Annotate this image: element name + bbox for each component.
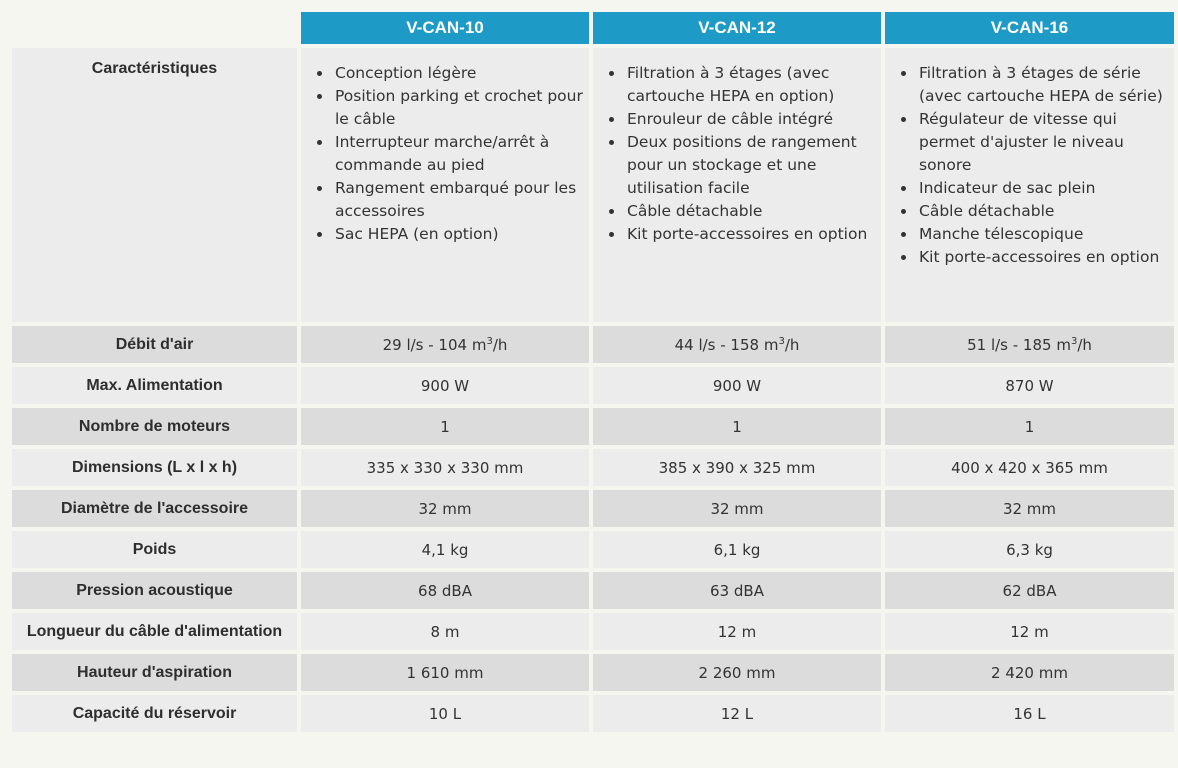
- row-label: Max. Alimentation: [12, 367, 297, 404]
- features-cell-v-can-12: [593, 48, 881, 322]
- feature-item: • Manche télescopique: [917, 223, 1168, 246]
- row-label-airflow: Débit d'air: [12, 326, 297, 363]
- spec-row: [12, 449, 1174, 486]
- spec-rows: [12, 367, 1174, 732]
- spec-value: 1: [593, 408, 881, 445]
- model-header-v-can-16: V-CAN-16: [885, 12, 1174, 44]
- spec-row: [12, 572, 1174, 609]
- spec-value: 900 W: [301, 367, 589, 404]
- spec-value: 870 W: [885, 367, 1174, 404]
- feature-list: [891, 62, 1168, 269]
- row-label-features: Caractéristiques: [12, 48, 297, 322]
- spec-value: 900 W: [593, 367, 881, 404]
- features-row: [12, 48, 1174, 322]
- spec-value: 62 dBA: [885, 572, 1174, 609]
- feature-item: • Conception légère: [333, 62, 583, 85]
- row-label: Nombre de moteurs: [12, 408, 297, 445]
- feature-item: • Régulateur de vitesse qui permet d'ajuster le niveau sonore: [917, 108, 1168, 177]
- spec-row: [12, 613, 1174, 650]
- spec-value: 68 dBA: [301, 572, 589, 609]
- feature-item: • Kit porte-accessoires en option: [625, 223, 875, 246]
- spec-row: [12, 367, 1174, 404]
- spec-value: 335 x 330 x 330 mm: [301, 449, 589, 486]
- spec-value: 32 mm: [593, 490, 881, 527]
- spec-value: 10 L: [301, 695, 589, 732]
- feature-item: • Enrouleur de câble intégré: [625, 108, 875, 131]
- spec-row: [12, 490, 1174, 527]
- header-corner: [12, 12, 297, 44]
- spec-value: 6,1 kg: [593, 531, 881, 568]
- airflow-value: 29 l/s - 104 m: [382, 335, 487, 354]
- spec-value: 16 L: [885, 695, 1174, 732]
- airflow-unit-exponent: 3: [1070, 335, 1078, 347]
- feature-item: • Sac HEPA (en option): [333, 223, 583, 246]
- spec-value: 385 x 390 x 325 mm: [593, 449, 881, 486]
- spec-value: 12 m: [593, 613, 881, 650]
- feature-item: • Câble détachable: [917, 200, 1168, 223]
- spec-value: 2 260 mm: [593, 654, 881, 691]
- feature-item: • Deux positions de rangement pour un stockage et une utilisation facile: [625, 131, 875, 200]
- airflow-cell: [885, 326, 1174, 363]
- feature-item: • Interrupteur marche/arrêt à commande au pied: [333, 131, 583, 177]
- feature-list: [307, 62, 583, 246]
- feature-item: • Kit porte-accessoires en option: [917, 246, 1168, 269]
- airflow-value: 44 l/s - 158 m: [674, 335, 779, 354]
- row-label: Pression acoustique: [12, 572, 297, 609]
- airflow-unit-exponent: 3: [486, 335, 493, 347]
- feature-item: • Câble détachable: [625, 200, 875, 223]
- airflow-unit-suffix: /h: [492, 335, 508, 354]
- spec-row: [12, 531, 1174, 568]
- model-header-v-can-12: V-CAN-12: [593, 12, 881, 44]
- row-label: Dimensions (L x l x h): [12, 449, 297, 486]
- airflow-cell: [301, 326, 589, 363]
- airflow-row: [12, 326, 1174, 363]
- feature-item: • Position parking et crochet pour le câble: [333, 85, 583, 131]
- spec-value: 12 m: [885, 613, 1174, 650]
- spec-value: 8 m: [301, 613, 589, 650]
- feature-item: • Filtration à 3 étages (avec cartouche HEPA en option): [625, 62, 875, 108]
- spec-value: 32 mm: [301, 490, 589, 527]
- airflow-unit-suffix: /h: [1077, 335, 1092, 354]
- airflow-value: 51 l/s - 185 m: [967, 335, 1071, 354]
- row-label: Diamètre de l'accessoire: [12, 490, 297, 527]
- spec-comparison-table: [8, 8, 1178, 736]
- spec-value: 1: [301, 408, 589, 445]
- spec-value: 2 420 mm: [885, 654, 1174, 691]
- row-label: Poids: [12, 531, 297, 568]
- features-cell-v-can-10: [301, 48, 589, 322]
- header-row: [12, 12, 1174, 44]
- row-label: Capacité du réservoir: [12, 695, 297, 732]
- spec-value: 1: [885, 408, 1174, 445]
- feature-list: [599, 62, 875, 246]
- row-label: Longueur du câble d'alimentation: [12, 613, 297, 650]
- feature-item: • Filtration à 3 étages de série (avec cartouche HEPA de série): [917, 62, 1168, 108]
- spec-row: [12, 654, 1174, 691]
- spec-value: 12 L: [593, 695, 881, 732]
- features-cell-v-can-16: [885, 48, 1174, 322]
- airflow-unit-exponent: 3: [778, 335, 785, 347]
- feature-item: • Indicateur de sac plein: [917, 177, 1168, 200]
- model-header-v-can-10: V-CAN-10: [301, 12, 589, 44]
- airflow-cell: [593, 326, 881, 363]
- spec-value: 32 mm: [885, 490, 1174, 527]
- spec-value: 400 x 420 x 365 mm: [885, 449, 1174, 486]
- feature-item: • Rangement embarqué pour les accessoires: [333, 177, 583, 223]
- spec-value: 1 610 mm: [301, 654, 589, 691]
- spec-value: 4,1 kg: [301, 531, 589, 568]
- airflow-unit-suffix: /h: [784, 335, 800, 354]
- row-label: Hauteur d'aspiration: [12, 654, 297, 691]
- spec-row: [12, 695, 1174, 732]
- spec-value: 6,3 kg: [885, 531, 1174, 568]
- spec-row: [12, 408, 1174, 445]
- spec-value: 63 dBA: [593, 572, 881, 609]
